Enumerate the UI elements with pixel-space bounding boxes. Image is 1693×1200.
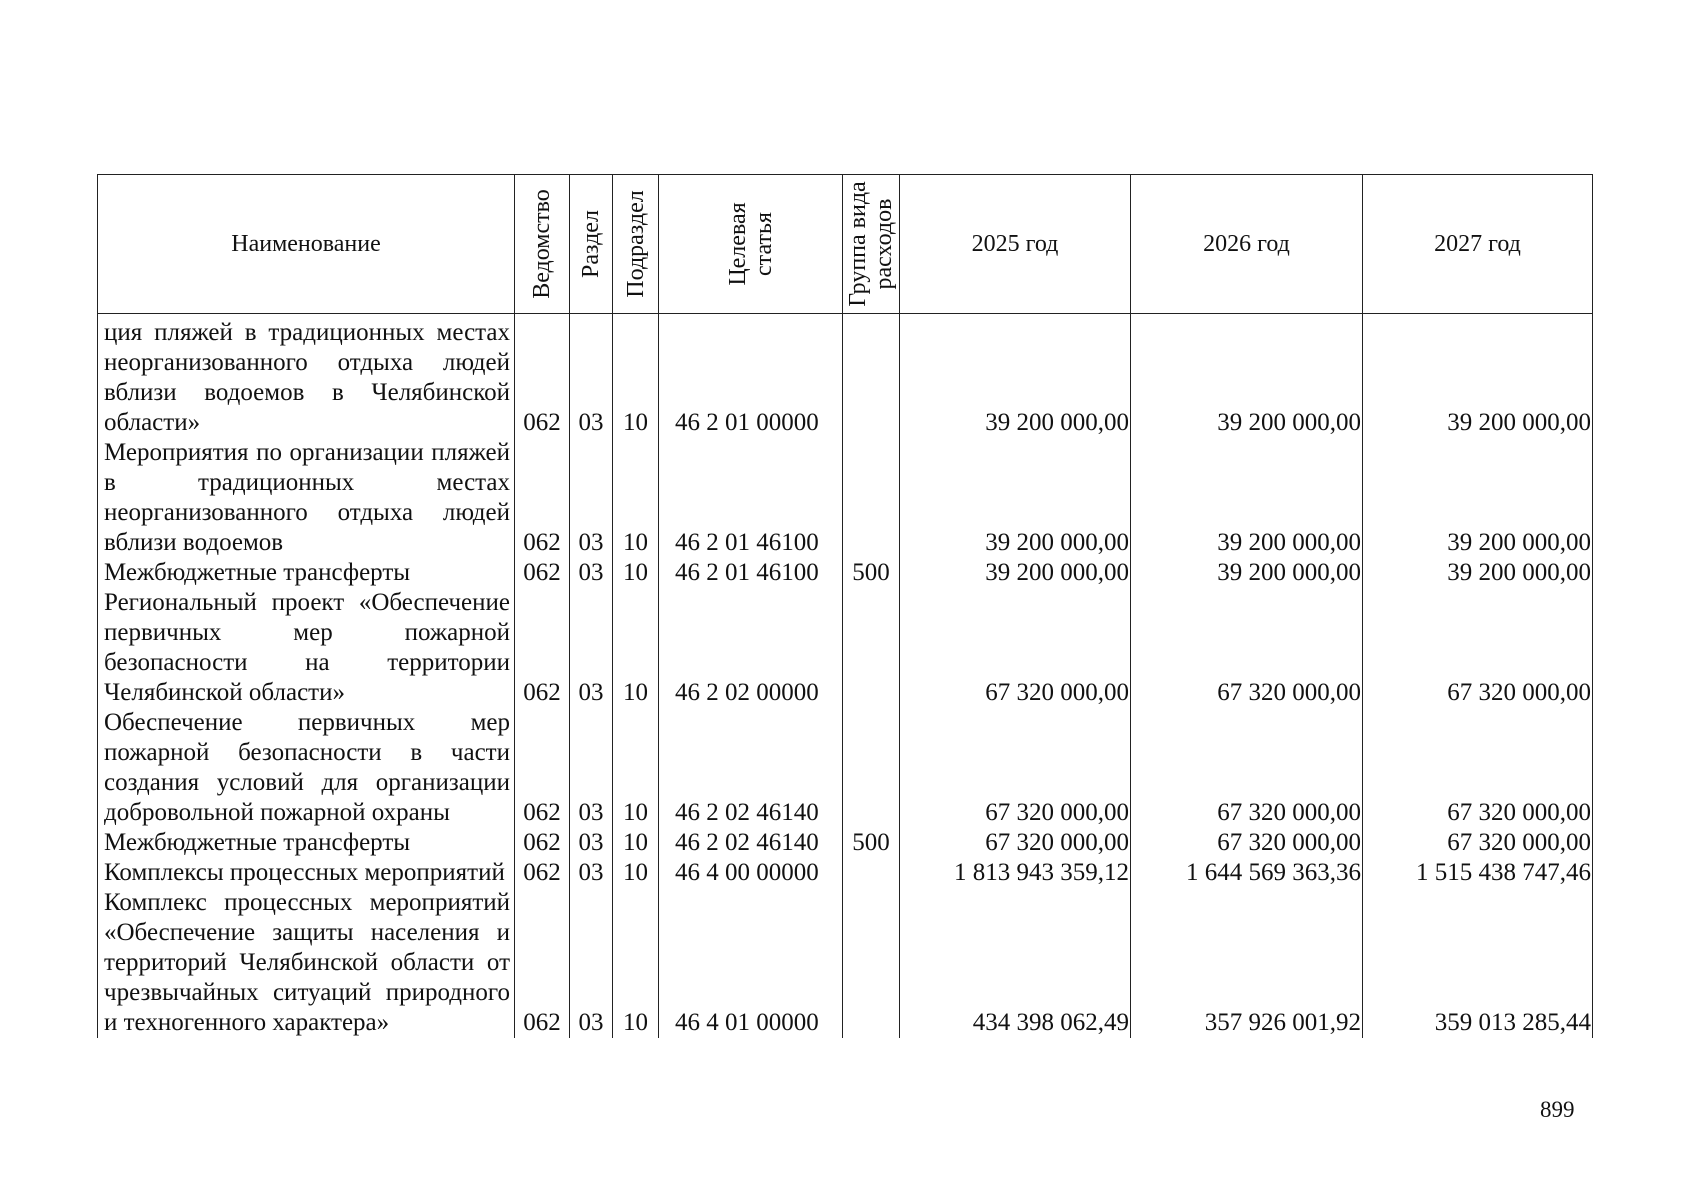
- row-2026: 39 200 000,00: [1131, 438, 1363, 558]
- row-podrazdel: 10: [613, 558, 659, 588]
- row-2025: 67 320 000,00: [900, 708, 1131, 828]
- header-gruppa: [843, 175, 900, 314]
- row-vedomstvo: 062: [515, 858, 570, 888]
- table-row: [98, 438, 1593, 558]
- row-2027: 1 515 438 747,46: [1363, 858, 1593, 888]
- row-razdel: 03: [570, 858, 613, 888]
- row-celevaya: 46 2 01 00000: [659, 314, 843, 439]
- row-vedomstvo: 062: [515, 438, 570, 558]
- header-vedomstvo-label: Ведомство: [529, 189, 555, 299]
- row-2025: 39 200 000,00: [900, 558, 1131, 588]
- row-vedomstvo: 062: [515, 314, 570, 439]
- row-2027: 39 200 000,00: [1363, 558, 1593, 588]
- table-row: [98, 588, 1593, 708]
- row-2026: 67 320 000,00: [1131, 828, 1363, 858]
- row-razdel: 03: [570, 588, 613, 708]
- header-2026: [1131, 175, 1363, 314]
- row-razdel: 03: [570, 558, 613, 588]
- row-2025: 67 320 000,00: [900, 828, 1131, 858]
- table-header: [98, 175, 1593, 314]
- header-2025: [900, 175, 1131, 314]
- row-gruppa: 500: [843, 828, 900, 858]
- header-podrazdel-label: Подраздел: [622, 190, 649, 298]
- row-name: Комплексы процессных мероприятий: [98, 858, 515, 888]
- row-gruppa: [843, 314, 900, 439]
- row-2026: 39 200 000,00: [1131, 314, 1363, 439]
- table-row: [98, 558, 1593, 588]
- row-podrazdel: 10: [613, 588, 659, 708]
- row-vedomstvo: 062: [515, 828, 570, 858]
- row-podrazdel: 10: [613, 314, 659, 439]
- row-podrazdel: 10: [613, 888, 659, 1038]
- row-celevaya: 46 2 02 46140: [659, 708, 843, 828]
- page-number: 899: [1540, 1097, 1575, 1122]
- row-razdel: 03: [570, 708, 613, 828]
- row-celevaya: 46 4 00 00000: [659, 858, 843, 888]
- row-2026: 1 644 569 363,36: [1131, 858, 1363, 888]
- row-name: Межбюджетные трансферты: [98, 558, 515, 588]
- header-name: [98, 175, 515, 314]
- row-2026: 39 200 000,00: [1131, 558, 1363, 588]
- header-2027-label: 2027 год: [1434, 231, 1521, 257]
- row-name: Межбюджетные трансферты: [98, 828, 515, 858]
- header-razdel: [570, 175, 613, 314]
- row-gruppa: 500: [843, 558, 900, 588]
- row-gruppa: [843, 858, 900, 888]
- row-razdel: 03: [570, 888, 613, 1038]
- row-podrazdel: 10: [613, 438, 659, 558]
- row-2027: 67 320 000,00: [1363, 828, 1593, 858]
- row-gruppa: [843, 888, 900, 1038]
- row-2027: 39 200 000,00: [1363, 438, 1593, 558]
- row-2027: 359 013 285,44: [1363, 888, 1593, 1038]
- table-row: [98, 828, 1593, 858]
- table-row: [98, 858, 1593, 888]
- row-gruppa: [843, 438, 900, 558]
- row-vedomstvo: 062: [515, 708, 570, 828]
- table-body: [98, 314, 1593, 1039]
- row-vedomstvo: 062: [515, 558, 570, 588]
- row-vedomstvo: 062: [515, 888, 570, 1038]
- header-2026-label: 2026 год: [1203, 231, 1290, 257]
- row-2027: 67 320 000,00: [1363, 708, 1593, 828]
- header-2025-label: 2025 год: [971, 231, 1059, 257]
- row-name: Комплекс процессных мероприятий «Обеспечение защиты населения и территорий Челябинской области от чрезвычайных ситуаций природного и техногенного характера»: [98, 888, 515, 1038]
- table-row: [98, 708, 1593, 828]
- budget-table: [97, 174, 1593, 1038]
- row-celevaya: 46 2 02 00000: [659, 588, 843, 708]
- header-celevaya: [659, 175, 843, 314]
- table-row: [98, 888, 1593, 1038]
- row-celevaya: 46 2 02 46140: [659, 828, 843, 858]
- row-2025: 39 200 000,00: [900, 438, 1131, 558]
- row-2026: 67 320 000,00: [1131, 588, 1363, 708]
- row-2026: 357 926 001,92: [1131, 888, 1363, 1038]
- row-name: ция пляжей в традиционных местах неорганизованного отдыха людей вблизи водоемов в Челябинской области»: [98, 314, 515, 439]
- row-2025: 1 813 943 359,12: [900, 858, 1131, 888]
- row-podrazdel: 10: [613, 858, 659, 888]
- row-podrazdel: 10: [613, 828, 659, 858]
- row-2025: 39 200 000,00: [900, 314, 1131, 439]
- header-celevaya-label: Целевая статья: [724, 202, 777, 286]
- row-vedomstvo: 062: [515, 588, 570, 708]
- row-celevaya: 46 2 01 46100: [659, 438, 843, 558]
- row-gruppa: [843, 588, 900, 708]
- row-name: Региональный проект «Обеспечение первичных мер пожарной безопасности на территории Челябинской области»: [98, 588, 515, 708]
- row-2026: 67 320 000,00: [1131, 708, 1363, 828]
- row-celevaya: 46 2 01 46100: [659, 558, 843, 588]
- header-name-label: Наименование: [231, 231, 381, 257]
- row-2027: 67 320 000,00: [1363, 588, 1593, 708]
- row-razdel: 03: [570, 438, 613, 558]
- row-2025: 434 398 062,49: [900, 888, 1131, 1038]
- row-podrazdel: 10: [613, 708, 659, 828]
- row-2027: 39 200 000,00: [1363, 314, 1593, 439]
- table-row: [98, 314, 1593, 439]
- row-gruppa: [843, 708, 900, 828]
- row-name: Мероприятия по организации пляжей в традиционных местах неорганизованного отдыха людей вблизи водоемов: [98, 438, 515, 558]
- row-name: Обеспечение первичных мер пожарной безопасности в части создания условий для организации добровольной пожарной охраны: [98, 708, 515, 828]
- header-vedomstvo: [515, 175, 570, 314]
- header-podrazdel: [613, 175, 659, 314]
- row-razdel: 03: [570, 828, 613, 858]
- header-razdel-label: Раздел: [578, 210, 604, 278]
- row-razdel: 03: [570, 314, 613, 439]
- row-2025: 67 320 000,00: [900, 588, 1131, 708]
- header-2027: [1363, 175, 1593, 314]
- header-gruppa-label: Группа вида расходов: [845, 181, 897, 307]
- row-celevaya: 46 4 01 00000: [659, 888, 843, 1038]
